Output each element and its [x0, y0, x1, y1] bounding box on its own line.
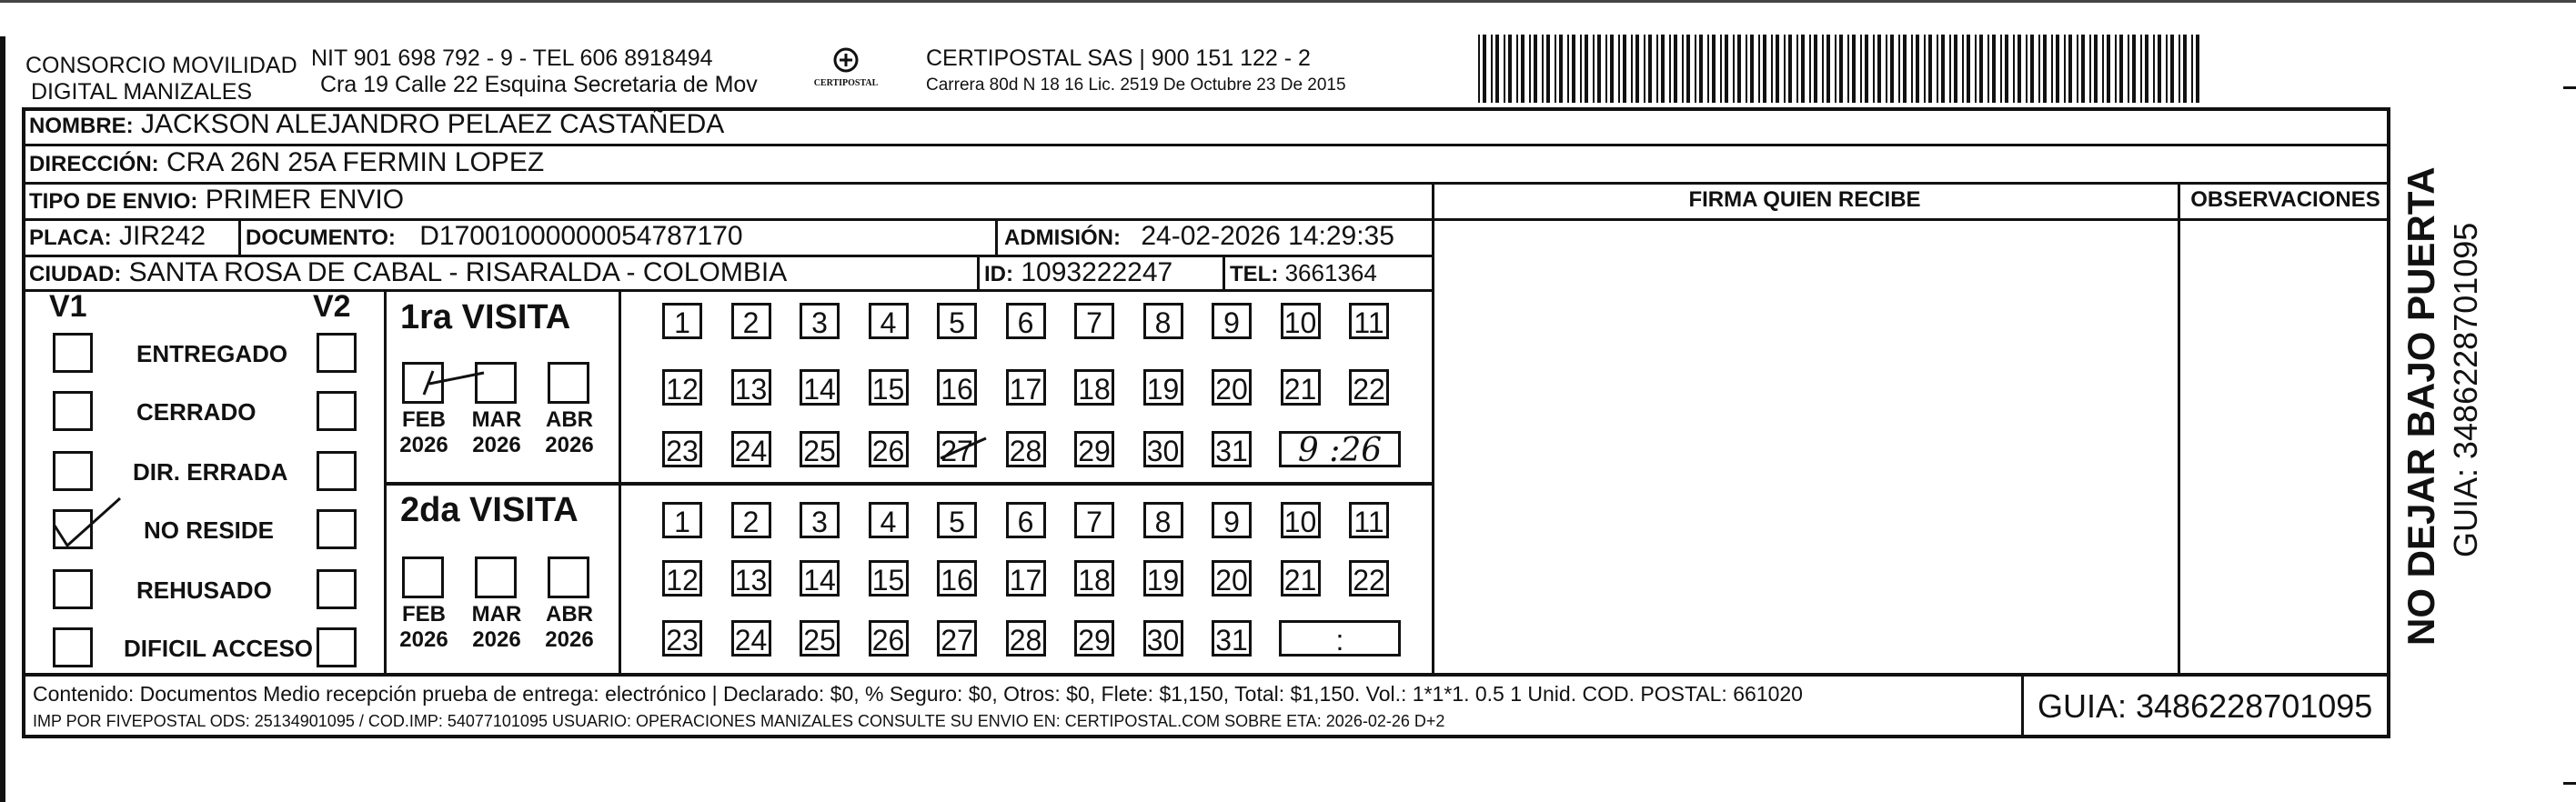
certipostal-logo-icon	[810, 44, 882, 98]
status-checkbox-v1[interactable]	[53, 627, 93, 667]
status-checkbox-v2[interactable]	[317, 627, 357, 667]
month-label: FEB	[402, 602, 446, 627]
day-box[interactable]: 3	[800, 502, 840, 538]
month-label: ABR	[546, 602, 593, 627]
company-line-1: CONSORCIO MOVILIDAD	[25, 53, 297, 78]
day-box[interactable]: 24	[731, 620, 771, 657]
day-box[interactable]: 5	[937, 502, 977, 538]
month-year: 2026	[545, 627, 594, 652]
observaciones-header: OBSERVACIONES	[2190, 187, 2380, 212]
day-box[interactable]: 12	[662, 560, 702, 596]
day-box[interactable]: 22	[1349, 560, 1389, 596]
day-box[interactable]: 7	[1074, 502, 1114, 538]
visit-divider	[384, 482, 1432, 486]
direccion-row	[29, 147, 544, 178]
placa-value: JIR242	[119, 221, 206, 251]
day-box[interactable]: 25	[800, 431, 840, 467]
day-box[interactable]: 20	[1212, 369, 1252, 406]
row-line-1	[22, 144, 2390, 146]
month-year: 2026	[399, 433, 448, 457]
direccion-label: DIRECCIÓN:	[29, 152, 159, 176]
month-year: 2026	[472, 627, 521, 652]
day-box[interactable]: 8	[1143, 303, 1183, 339]
visit-1-title: 1ra VISITA	[400, 298, 571, 336]
admision-label: ADMISIÓN:	[1004, 226, 1121, 250]
day-box[interactable]: 24	[731, 431, 771, 467]
status-checkbox-v1[interactable]	[53, 391, 93, 431]
day-box[interactable]: 19	[1143, 369, 1183, 406]
footer-content: Contenido: Documentos Medio recepción prueba de entrega: electrónico | Declarado: $0, % Seguro: $0, Otros: $0, Flete: $1,150, Total: $1,150. Vol.: 1*1*1. 0.5 1 Unid. COD. POSTAL: 661020	[33, 682, 1803, 706]
v2-label: V2	[313, 289, 351, 324]
status-option-label: DIR. ERRADA	[133, 458, 288, 486]
v1-label: V1	[49, 289, 87, 324]
certipostal-info	[926, 45, 1346, 95]
day-box[interactable]: 17	[1006, 560, 1046, 596]
nit-line-2: Cra 19 Calle 22 Esquina Secretaria de Mov	[320, 71, 758, 97]
col-line-firma	[1432, 182, 1434, 673]
day-box[interactable]: 23	[662, 431, 702, 467]
right-edge-mark-2	[2563, 782, 2576, 785]
row-line-5	[22, 289, 1432, 292]
day-box[interactable]: 10	[1281, 502, 1321, 538]
placa-row	[29, 221, 206, 252]
day-box[interactable]: 18	[1074, 560, 1114, 596]
status-option-label: NO RESIDE	[144, 516, 275, 544]
day-box[interactable]: 8	[1143, 502, 1183, 538]
tel-row	[1230, 259, 1377, 287]
tel-value: 3661364	[1284, 259, 1377, 286]
side-text	[2390, 107, 2500, 653]
status-checkbox-v1[interactable]	[53, 569, 93, 609]
right-edge-mark	[2563, 86, 2576, 89]
day-box[interactable]: 23	[662, 620, 702, 657]
admision-value: 24-02-2026 14:29:35	[1141, 221, 1394, 251]
day-box[interactable]: 13	[731, 369, 771, 406]
status-checkbox-v2[interactable]	[317, 569, 357, 609]
ciudad-row	[29, 257, 787, 288]
day-box[interactable]: 11	[1349, 303, 1389, 339]
id-row	[984, 257, 1172, 288]
col-line-footer-guia	[2021, 673, 2024, 738]
tipo-label: TIPO DE ENVIO:	[29, 189, 198, 214]
side-guia: GUIA: 3486228701095	[2447, 222, 2484, 557]
day-box[interactable]: 2	[731, 502, 771, 538]
month-checkbox[interactable]	[402, 556, 444, 598]
month-year: 2026	[399, 627, 448, 652]
day-box[interactable]: 30	[1143, 431, 1183, 467]
nombre-row	[29, 109, 724, 140]
status-checkbox-v2[interactable]	[317, 451, 357, 491]
ciudad-value: SANTA ROSA DE CABAL - RISARALDA - COLOMBIA	[128, 257, 788, 287]
col-line-documento	[995, 218, 998, 255]
day-box[interactable]: 21	[1281, 369, 1321, 406]
id-label: ID:	[984, 262, 1013, 286]
status-checkbox-v2[interactable]	[317, 333, 357, 373]
footer-imp: IMP POR FIVEPOSTAL ODS: 25134901095 / COD.IMP: 54077101095 USUARIO: OPERACIONES MANIZALES CONSULTE SU ENVIO EN: CERTIPOSTAL.COM SOBRE ETA: 2026-02-26 D+2	[33, 712, 1445, 730]
status-option-label: ENTREGADO	[136, 340, 288, 367]
handwritten-mark-icon	[420, 367, 502, 413]
footer-guia: GUIA: 3486228701095	[2038, 687, 2373, 725]
day-box[interactable]: 11	[1349, 502, 1389, 538]
month-checkbox[interactable]	[548, 556, 589, 598]
nombre-value: JACKSON ALEJANDRO PELAEZ CASTAÑEDA	[141, 109, 725, 139]
day-box[interactable]: 9	[1212, 303, 1252, 339]
day-box[interactable]: 22	[1349, 369, 1389, 406]
tipo-row	[29, 185, 404, 216]
company-nit	[311, 45, 758, 98]
nit-line-1: NIT 901 698 792 - 9 - TEL 606 8918494	[311, 45, 713, 71]
day-box[interactable]: 26	[869, 620, 909, 657]
status-option-label: CERRADO	[136, 398, 257, 426]
month-label: FEB	[402, 407, 446, 432]
company-line-2: DIGITAL MANIZALES	[31, 78, 253, 105]
day-box[interactable]: 26	[869, 431, 909, 467]
day-box[interactable]: 28	[1006, 620, 1046, 657]
day-box[interactable]: 4	[869, 303, 909, 339]
documento-label: DOCUMENTO:	[246, 226, 396, 250]
month-checkbox[interactable]	[475, 556, 517, 598]
id-value: 1093222247	[1021, 257, 1173, 287]
tel-label: TEL:	[1230, 262, 1279, 286]
day-box[interactable]: 16	[937, 369, 977, 406]
day-box[interactable]: 31	[1212, 620, 1252, 657]
status-checkbox-v2[interactable]	[317, 391, 357, 431]
month-label: MAR	[471, 407, 522, 432]
status-checkbox-v1[interactable]	[53, 451, 93, 491]
col-line-id	[977, 255, 980, 289]
barcode-icon	[1478, 35, 2206, 103]
day-box[interactable]: 21	[1281, 560, 1321, 596]
day-box[interactable]: 2	[731, 303, 771, 339]
ciudad-label: CIUDAD:	[29, 262, 122, 286]
day-box[interactable]: 15	[869, 560, 909, 596]
col-line-status	[384, 289, 387, 673]
day-box[interactable]: 7	[1074, 303, 1114, 339]
tipo-value: PRIMER ENVIO	[205, 185, 405, 215]
checkmark-icon	[47, 489, 129, 553]
day-box[interactable]: 14	[800, 369, 840, 406]
day-box[interactable]: 12	[662, 369, 702, 406]
visit-time-field[interactable]: :	[1279, 620, 1401, 657]
row-line-footer	[22, 673, 2390, 677]
day-box[interactable]: 27	[937, 620, 977, 657]
admision-row	[1004, 221, 1394, 252]
visit-2-title: 2da VISITA	[400, 491, 579, 529]
day-box[interactable]: 31	[1212, 431, 1252, 467]
month-checkbox[interactable]	[548, 362, 589, 404]
day-box[interactable]: 4	[869, 502, 909, 538]
month-label: MAR	[471, 602, 522, 627]
day-box[interactable]: 3	[800, 303, 840, 339]
certi-line-1: CERTIPOSTAL SAS | 900 151 122 - 2	[926, 45, 1311, 71]
day-box[interactable]: 1	[662, 303, 702, 339]
documento-value: D17001000000054787170	[419, 221, 743, 251]
logo-text: CERTIPOSTAL	[813, 78, 879, 88]
day-box[interactable]: 13	[731, 560, 771, 596]
day-box[interactable]: 18	[1074, 369, 1114, 406]
day-box[interactable]: 19	[1143, 560, 1183, 596]
certipostal-logo	[810, 44, 882, 98]
day-box[interactable]: 30	[1143, 620, 1183, 657]
status-checkbox-v2[interactable]	[317, 509, 357, 549]
day-box[interactable]: 25	[800, 620, 840, 657]
day-box[interactable]: 6	[1006, 303, 1046, 339]
col-line-tel	[1223, 255, 1225, 289]
day-box[interactable]: 6	[1006, 502, 1046, 538]
nombre-label: NOMBRE:	[29, 114, 134, 138]
month-year: 2026	[545, 433, 594, 457]
day-box[interactable]: 20	[1212, 560, 1252, 596]
barcode	[1478, 35, 2206, 103]
col-line-months	[619, 289, 621, 673]
status-option-label: DIFICIL ACCESO	[124, 635, 314, 662]
day-box[interactable]: 16	[937, 560, 977, 596]
day-box[interactable]: 9	[1212, 502, 1252, 538]
col-line-obs	[2178, 182, 2180, 673]
day-box[interactable]: 17	[1006, 369, 1046, 406]
visit-time-field[interactable]: 9 :26	[1279, 431, 1401, 467]
strike-mark-icon	[937, 431, 991, 467]
direccion-value: CRA 26N 25A FERMIN LOPEZ	[166, 147, 545, 177]
day-box[interactable]: 5	[937, 303, 977, 339]
side-warning: NO DEJAR BAJO PUERTA	[2400, 166, 2442, 646]
firma-header: FIRMA QUIEN RECIBE	[1688, 187, 1921, 212]
certi-line-2: Carrera 80d N 18 16 Lic. 2519 De Octubre 23 De 2015	[926, 75, 1346, 95]
company-name	[25, 53, 297, 105]
status-option-label: REHUSADO	[136, 576, 272, 604]
day-box[interactable]: 27	[937, 431, 977, 467]
left-edge-bar	[0, 36, 5, 802]
month-label: ABR	[546, 407, 593, 432]
day-box[interactable]: 28	[1006, 431, 1046, 467]
documento-row	[246, 221, 743, 252]
placa-label: PLACA:	[29, 226, 112, 250]
day-box[interactable]: 15	[869, 369, 909, 406]
day-box[interactable]: 14	[800, 560, 840, 596]
col-line-placa	[238, 218, 241, 255]
month-year: 2026	[472, 433, 521, 457]
day-box[interactable]: 29	[1074, 620, 1114, 657]
day-box[interactable]: 29	[1074, 431, 1114, 467]
status-checkbox-v1[interactable]	[53, 333, 93, 373]
header-line-firma	[1432, 218, 2390, 221]
top-edge-line	[0, 0, 2576, 3]
day-box[interactable]: 1	[662, 502, 702, 538]
day-box[interactable]: 10	[1281, 303, 1321, 339]
